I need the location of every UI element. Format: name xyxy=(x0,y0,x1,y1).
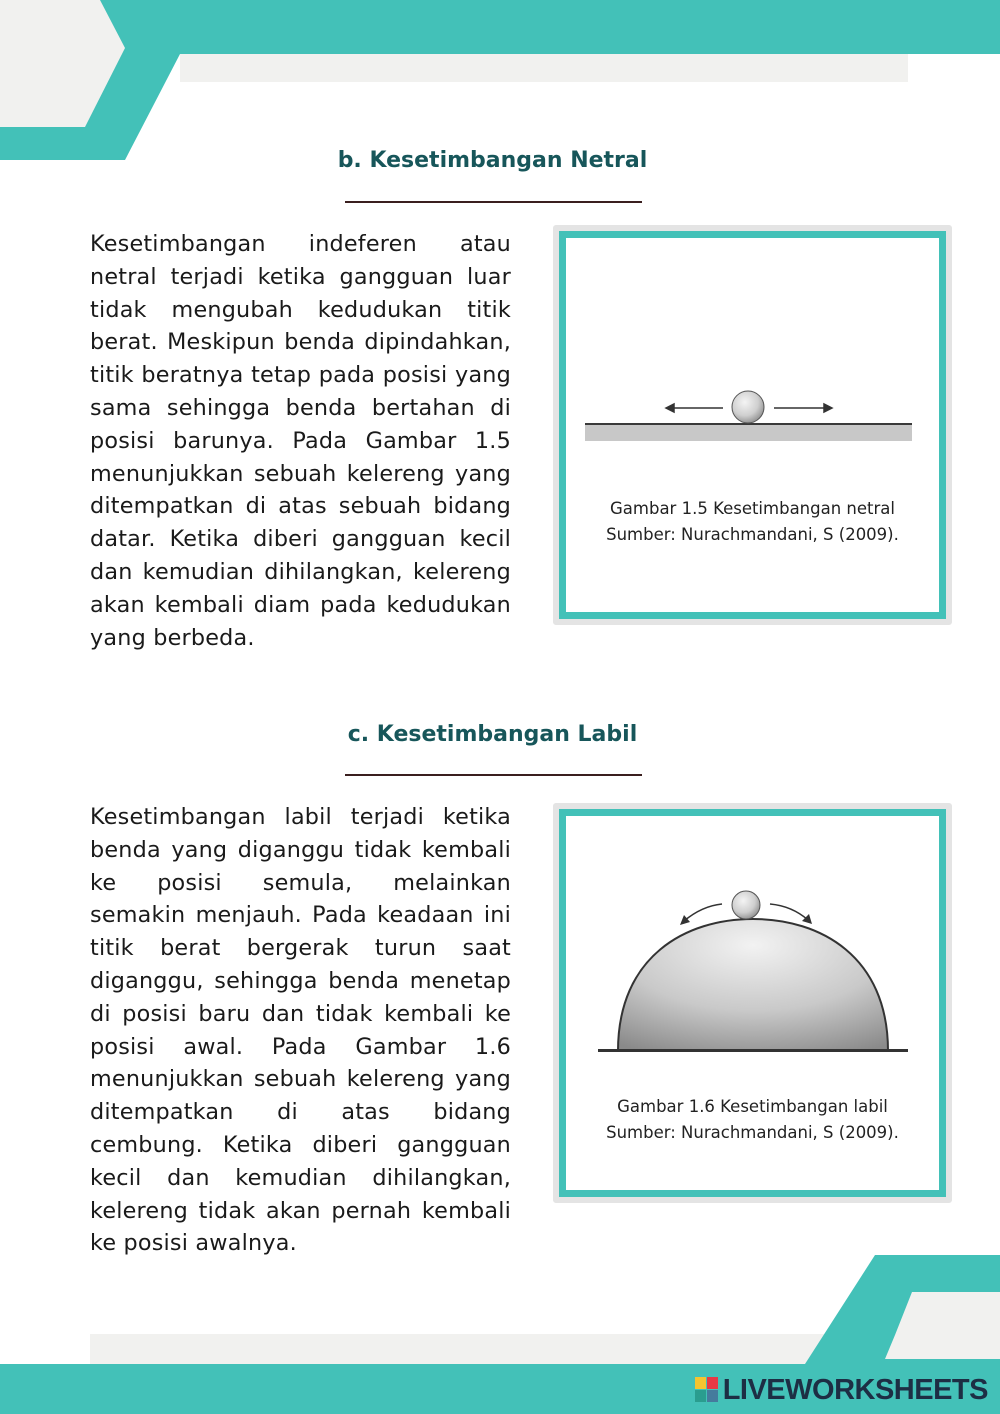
flat-surface xyxy=(585,423,912,441)
top-left-decoration xyxy=(0,0,1000,160)
convex-dome xyxy=(618,919,888,1051)
marble-ball xyxy=(732,891,760,919)
live-logo-icon xyxy=(695,1377,719,1403)
figure-1-6-caption xyxy=(566,1094,939,1146)
liveworksheets-brand xyxy=(695,1372,988,1408)
figure-1-5-frame xyxy=(553,225,952,625)
figure-1-5-caption xyxy=(566,496,939,548)
section-c-underline xyxy=(345,774,642,776)
neutral-equilibrium-illustration xyxy=(566,238,944,616)
left-arrow-icon xyxy=(666,404,723,412)
section-c-paragraph: Kesetimbangan labil terjadi ketika benda yang diganggu tidak kembali ke posisi semula, melainkan semakin menjauh. Pada keadaan ini titik berat bergerak turun saat diganggu, sehingga benda menetap di posisi baru dan tidak kembali ke posisi awal. Pada Gambar 1.6 menunjukkan sebuah kelereng yang ditempatkan di atas bidang cembung. Ketika diberi gangguan kecil dan kemudian dihilangkan, kelereng tidak akan pernah kembali ke posisi awalnya. xyxy=(90,804,511,1257)
figure-1-6-box xyxy=(559,809,946,1197)
curved-left-arrow-icon xyxy=(680,904,722,925)
right-arrow-icon xyxy=(774,404,832,412)
section-c-heading: c. Kesetimbangan Labil xyxy=(347,722,638,747)
section-b-paragraph: Kesetimbangan indeferen atau netral terjadi ketika gangguan luar tidak mengubah kedudukan titik berat. Meskipun benda dipindahkan, titik beratnya tetap pada posisi yang sama sehingga benda bertahan di posisi barunya. Pada Gambar 1.5 menunjukkan sebuah kelereng yang ditempatkan di atas sebuah bidang datar. Ketika diberi gangguan kecil dan kemudian dihilangkan, kelereng akan kembali diam pada kedudukan yang berbeda. xyxy=(90,231,511,651)
section-b-heading: b. Kesetimbangan Netral xyxy=(337,148,648,173)
marble-ball xyxy=(732,391,764,423)
figure-1-6-source: Sumber: Nurachmandani, S (2009). xyxy=(606,1123,899,1142)
figure-1-5-box xyxy=(559,231,946,619)
figure-1-6-frame xyxy=(553,803,952,1203)
dome-base-line xyxy=(598,1049,908,1052)
section-b-underline xyxy=(345,201,642,203)
figure-1-6-title: Gambar 1.6 Kesetimbangan labil xyxy=(617,1097,888,1116)
brand-name: LIVEWORKSHEETS xyxy=(722,1373,988,1406)
figure-1-5-title: Gambar 1.5 Kesetimbangan netral xyxy=(610,499,895,518)
figure-1-5-source: Sumber: Nurachmandani, S (2009). xyxy=(606,525,899,544)
